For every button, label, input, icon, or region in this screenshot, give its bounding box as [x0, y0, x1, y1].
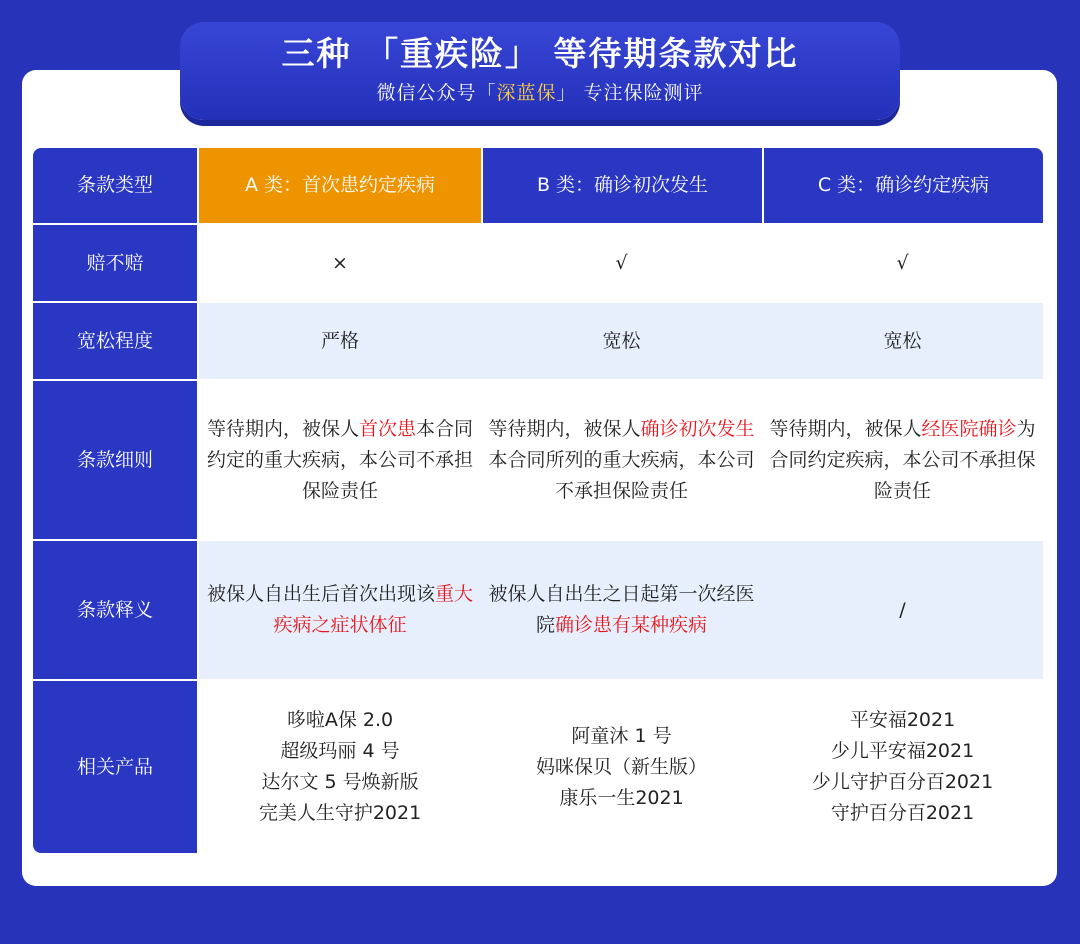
- product-item: 少儿平安福2021: [830, 740, 975, 762]
- product-item: 守护百分百2021: [830, 802, 975, 824]
- products-c: [762, 681, 1043, 853]
- pay-a-cross-mark: ×: [199, 225, 481, 303]
- header-type-a: A 类：首次患约定疾病: [199, 148, 481, 225]
- pay-b-check-mark: √: [481, 225, 762, 303]
- detail-b-highlight: 确诊初次发生: [640, 417, 755, 440]
- meaning-a-highlight: 重大疾病之症状体征: [273, 583, 474, 636]
- products-b: [481, 681, 762, 853]
- detail-a-highlight: 首次患: [358, 417, 416, 440]
- product-item: 平安福2021: [849, 709, 956, 731]
- detail-a-text-end: 本合同约定的重大疾病，本公司不承担保险责任: [206, 417, 474, 502]
- header-type-b: B 类：确诊初次发生: [481, 148, 762, 225]
- page-subtitle: [180, 78, 900, 108]
- detail-c-text: 等待期内，被保人: [769, 417, 922, 440]
- table-row-detail: [33, 381, 1043, 541]
- table-row-meaning: [33, 541, 1043, 681]
- row-label-detail: 条款细则: [33, 381, 199, 541]
- product-item: 超级玛丽 4 号: [280, 740, 400, 762]
- table-row-pay: [33, 225, 1043, 303]
- pay-c-check-mark: √: [762, 225, 1043, 303]
- looseness-a: 严格: [199, 303, 481, 381]
- detail-b-text: 等待期内，被保人: [488, 417, 641, 440]
- row-label-meaning: 条款释义: [33, 541, 199, 681]
- meaning-b-text: 被保人自出生之日起第一次经医院: [488, 583, 755, 636]
- product-item: 妈咪保贝（新生版）: [535, 755, 707, 778]
- detail-b: [481, 381, 762, 541]
- product-item: 达尔文 5 号焕新版: [261, 771, 419, 793]
- comparison-table: [33, 148, 1043, 853]
- detail-a-text: 等待期内，被保人: [206, 417, 359, 440]
- row-label-products: 相关产品: [33, 681, 199, 853]
- product-item: 阿童沐 1 号: [571, 724, 672, 747]
- detail-c-highlight: 经医院确诊: [921, 417, 1017, 440]
- table-header-row: [33, 148, 1043, 225]
- product-item: 哆啦A保 2.0: [286, 709, 394, 731]
- product-item: 少儿守护百分百2021: [811, 771, 994, 793]
- detail-c-text-end: 为合同约定疾病，本公司不承担保险责任: [769, 417, 1036, 502]
- detail-b-text-end: 本合同所列的重大疾病，本公司不承担保险责任: [488, 448, 755, 502]
- meaning-b: [481, 541, 762, 681]
- row-label-looseness: 宽松程度: [33, 303, 199, 381]
- row-label-pay: 赔不赔: [33, 225, 199, 303]
- looseness-b: 宽松: [481, 303, 762, 381]
- title-banner: [180, 22, 900, 120]
- table-row-products: [33, 681, 1043, 853]
- page-title: 三种 「重疾险」 等待期条款对比: [281, 34, 799, 73]
- subtitle-prefix: 微信公众号「: [376, 82, 497, 104]
- table-row-looseness: [33, 303, 1043, 381]
- header-row-label: 条款类型: [33, 148, 199, 225]
- brand-name: 深蓝保: [496, 82, 557, 104]
- meaning-a-text: 被保人自出生后首次出现该: [206, 583, 435, 605]
- meaning-a: [199, 541, 481, 681]
- subtitle-suffix: 」 专注保险测评: [556, 82, 704, 104]
- looseness-c: 宽松: [762, 303, 1043, 381]
- detail-c: [762, 381, 1043, 541]
- detail-a: [199, 381, 481, 541]
- product-item: 完美人生守护2021: [258, 802, 422, 824]
- product-item: 康乐一生2021: [559, 786, 684, 809]
- products-a: [199, 681, 481, 853]
- meaning-b-highlight: 确诊患有某种疾病: [555, 614, 708, 636]
- meaning-c: /: [762, 541, 1043, 681]
- header-type-c: C 类：确诊约定疾病: [762, 148, 1043, 225]
